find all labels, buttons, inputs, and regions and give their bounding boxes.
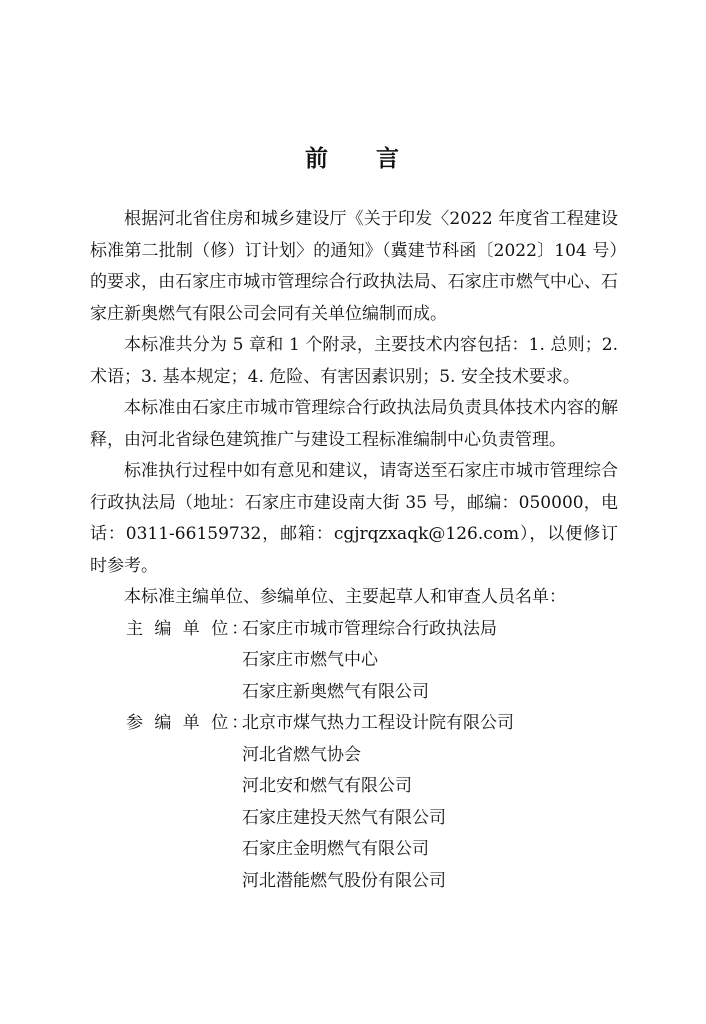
chief-editor-unit: 石家庄市城市管理综合行政执法局 xyxy=(242,618,497,639)
co-editor-unit: 石家庄建投天然气有限公司 xyxy=(242,807,446,828)
co-editor-label: 参 编 单 位： xyxy=(126,713,252,733)
co-editor-unit: 北京市煤气热力工程设计院有限公司 xyxy=(242,713,514,733)
co-editor-list xyxy=(242,708,618,897)
title-char-2: 言 xyxy=(376,145,401,172)
co-editor-unit: 河北省燃气协会 xyxy=(242,744,361,765)
co-editor-unit: 河北安和燃气有限公司 xyxy=(242,776,412,796)
page-title xyxy=(0,140,706,173)
paragraph-feedback: 标准执行过程中如有意见和建议，请寄送至石家庄市城市管理综合行政执法局（地址：石家庄市建设南大街 35 号，邮编：050000，电话：0311-66159732，邮箱：cgjrqzxaqk@126.com），以便修订时参考。 xyxy=(90,461,618,576)
chief-editor-block xyxy=(90,614,618,709)
chief-editor-unit: 石家庄新奥燃气有限公司 xyxy=(242,681,429,702)
paragraph-interpretation: 本标准由石家庄市城市管理综合行政执法局负责具体技术内容的解释，由河北省绿色建筑推广与建设工程标准编制中心负责管理。 xyxy=(90,398,618,450)
chief-editor-list xyxy=(242,614,618,709)
chief-editor-label: 主 编 单 位： xyxy=(126,618,252,639)
preface-body xyxy=(90,204,618,897)
paragraph-contents: 本标准共分为 5 章和 1 个附录，主要技术内容包括：1. 总则；2. 术语；3. 基本规定；4. 危险、有害因素识别；5. 安全技术要求。 xyxy=(90,335,618,387)
list-intro: 本标准主编单位、参编单位、主要起草人和审查人员名单： xyxy=(124,587,566,607)
paragraph-basis: 根据河北省住房和城乡建设厅《关于印发〈2022 年度省工程建设标准第二批制（修）订计划〉的通知》（冀建节科函〔2022〕104 号）的要求，由石家庄市城市管理综合行政执法局、石家庄市燃气中心、石家庄新奥燃气有限公司会同有关单位编制而成。 xyxy=(90,209,618,324)
co-editor-block xyxy=(90,708,618,897)
title-char-1: 前 xyxy=(305,145,330,172)
co-editor-unit: 河北潜能燃气股份有限公司 xyxy=(242,870,446,891)
co-editor-unit: 石家庄金明燃气有限公司 xyxy=(242,839,429,859)
chief-editor-unit: 石家庄市燃气中心 xyxy=(242,650,378,670)
